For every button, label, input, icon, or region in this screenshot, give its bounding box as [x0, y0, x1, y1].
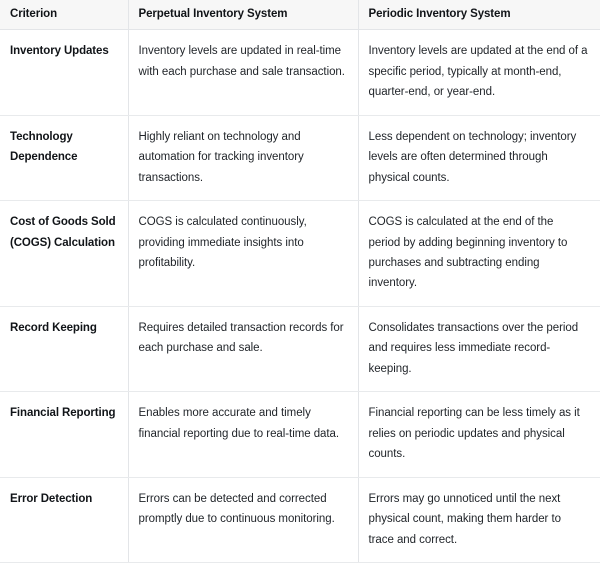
cell-criterion: Financial Reporting: [0, 392, 128, 477]
cell-perpetual: Enables more accurate and timely financial reporting due to real-time data.: [128, 392, 358, 477]
table-row: [0, 30, 600, 115]
cell-periodic: Errors may go unnoticed until the next physical count, making them harder to trace and correct.: [358, 477, 600, 562]
table-row: [0, 392, 600, 477]
cell-perpetual: Highly reliant on technology and automation for tracking inventory transactions.: [128, 115, 358, 200]
cell-perpetual: COGS is calculated continuously, providing immediate insights into profitability.: [128, 201, 358, 307]
cell-periodic: Financial reporting can be less timely as it relies on periodic updates and physical counts.: [358, 392, 600, 477]
cell-criterion: Inventory Updates: [0, 30, 128, 115]
column-header-perpetual: Perpetual Inventory System: [128, 0, 358, 30]
cell-criterion: Technology Dependence: [0, 115, 128, 200]
table-header: [0, 0, 600, 30]
table-header-row: [0, 0, 600, 30]
cell-criterion: Record Keeping: [0, 306, 128, 391]
cell-periodic: Less dependent on technology; inventory levels are often determined through physical counts.: [358, 115, 600, 200]
cell-perpetual: Errors can be detected and corrected promptly due to continuous monitoring.: [128, 477, 358, 562]
cell-criterion: Cost of Goods Sold (COGS) Calculation: [0, 201, 128, 307]
cell-periodic: Inventory levels are updated at the end of a specific period, typically at month-end, quarter-end, or year-end.: [358, 30, 600, 115]
table-row: [0, 115, 600, 200]
cell-perpetual: Inventory levels are updated in real-time with each purchase and sale transaction.: [128, 30, 358, 115]
cell-criterion: Error Detection: [0, 477, 128, 562]
cell-periodic: Consolidates transactions over the period and requires less immediate record-keeping.: [358, 306, 600, 391]
table-row: [0, 201, 600, 307]
table-row: [0, 477, 600, 562]
table-row: [0, 306, 600, 391]
column-header-periodic: Periodic Inventory System: [358, 0, 600, 30]
column-header-criterion: Criterion: [0, 0, 128, 30]
cell-periodic: COGS is calculated at the end of the period by adding beginning inventory to purchases and subtracting ending inventory.: [358, 201, 600, 307]
cell-perpetual: Requires detailed transaction records for each purchase and sale.: [128, 306, 358, 391]
table-body: [0, 30, 600, 563]
